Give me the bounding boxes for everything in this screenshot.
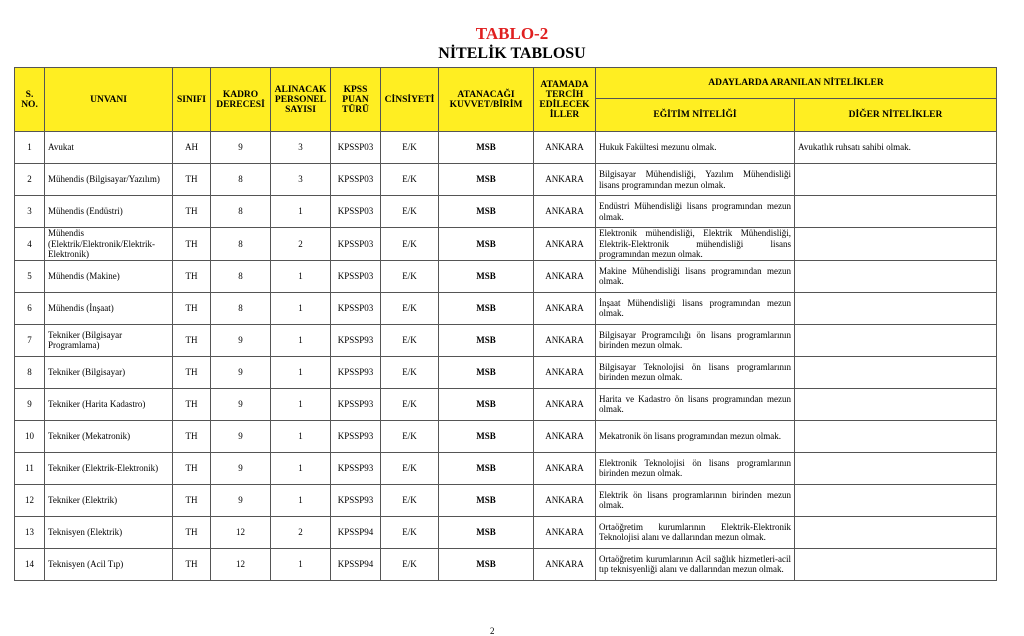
- row-egitim: Endüstri Mühendisliği lisans programından mezun olmak.: [596, 196, 795, 228]
- row-diger: [795, 164, 997, 196]
- row-kadro: 8: [211, 164, 271, 196]
- row-sayi: 3: [271, 132, 331, 164]
- row-number: 8: [15, 356, 45, 388]
- row-unvan: Avukat: [45, 132, 173, 164]
- row-unvan: Teknisyen (Elektrik): [45, 516, 173, 548]
- row-unvan: Teknisyen (Acil Tıp): [45, 548, 173, 580]
- row-unvan: Mühendis (Bilgisayar/Yazılım): [45, 164, 173, 196]
- row-egitim: Harita ve Kadastro ön lisans programından mezun olmak.: [596, 388, 795, 420]
- row-number: 5: [15, 260, 45, 292]
- row-sayi: 2: [271, 516, 331, 548]
- table-title: TABLO-2: [475, 24, 549, 43]
- row-kadro: 9: [211, 420, 271, 452]
- row-sinif: AH: [173, 132, 211, 164]
- table-row: [15, 292, 997, 324]
- row-sinif: TH: [173, 292, 211, 324]
- table-row: [15, 516, 997, 548]
- row-il: ANKARA: [534, 292, 596, 324]
- row-unvan: Tekniker (Bilgisayar Programlama): [45, 324, 173, 356]
- row-birim: MSB: [439, 196, 534, 228]
- row-sinif: TH: [173, 516, 211, 548]
- row-diger: [795, 420, 997, 452]
- row-sinif: TH: [173, 324, 211, 356]
- table-row: [15, 356, 997, 388]
- row-birim: MSB: [439, 452, 534, 484]
- header-kpss: KPSS PUAN TÜRÜ: [331, 68, 381, 132]
- row-number: 6: [15, 292, 45, 324]
- row-sinif: TH: [173, 356, 211, 388]
- table-row: [15, 164, 997, 196]
- row-birim: MSB: [439, 484, 534, 516]
- row-cinsiyet: E/K: [381, 452, 439, 484]
- row-kadro: 9: [211, 484, 271, 516]
- row-il: ANKARA: [534, 548, 596, 580]
- header-atanacagi: ATANACAĞI KUVVET/BİRİM: [439, 68, 534, 132]
- row-il: ANKARA: [534, 324, 596, 356]
- qualification-table: [14, 67, 997, 581]
- row-sayi: 1: [271, 388, 331, 420]
- row-diger: [795, 452, 997, 484]
- row-birim: MSB: [439, 548, 534, 580]
- row-egitim: Elektrik ön lisans programlarının birinden mezun olmak.: [596, 484, 795, 516]
- row-egitim: Makine Mühendisliği lisans programından mezun olmak.: [596, 260, 795, 292]
- row-cinsiyet: E/K: [381, 484, 439, 516]
- row-unvan: Tekniker (Mekatronik): [45, 420, 173, 452]
- row-cinsiyet: E/K: [381, 420, 439, 452]
- row-cinsiyet: E/K: [381, 388, 439, 420]
- row-kadro: 12: [211, 516, 271, 548]
- row-il: ANKARA: [534, 196, 596, 228]
- row-sayi: 1: [271, 484, 331, 516]
- row-il: ANKARA: [534, 260, 596, 292]
- row-sayi: 1: [271, 260, 331, 292]
- row-il: ANKARA: [534, 228, 596, 261]
- row-sayi: 1: [271, 356, 331, 388]
- row-egitim: Elektronik Teknolojisi ön lisans programlarının birinden mezun olmak.: [596, 452, 795, 484]
- row-diger: [795, 484, 997, 516]
- row-kadro: 8: [211, 292, 271, 324]
- header-sno: S. NO.: [15, 68, 45, 132]
- row-number: 1: [15, 132, 45, 164]
- row-birim: MSB: [439, 516, 534, 548]
- row-kpss: KPSSP93: [331, 388, 381, 420]
- row-sayi: 1: [271, 420, 331, 452]
- row-il: ANKARA: [534, 132, 596, 164]
- row-unvan: Tekniker (Harita Kadastro): [45, 388, 173, 420]
- row-sinif: TH: [173, 388, 211, 420]
- table-row: [15, 228, 997, 261]
- row-number: 12: [15, 484, 45, 516]
- row-cinsiyet: E/K: [381, 196, 439, 228]
- row-unvan: Mühendis (İnşaat): [45, 292, 173, 324]
- row-unvan: Tekniker (Elektrik-Elektronik): [45, 452, 173, 484]
- row-diger: [795, 292, 997, 324]
- row-sayi: 1: [271, 452, 331, 484]
- row-number: 9: [15, 388, 45, 420]
- row-kpss: KPSSP03: [331, 164, 381, 196]
- row-kadro: 8: [211, 228, 271, 261]
- row-birim: MSB: [439, 388, 534, 420]
- row-egitim: Hukuk Fakültesi mezunu olmak.: [596, 132, 795, 164]
- row-kadro: 8: [211, 260, 271, 292]
- row-egitim: Bilgisayar Teknolojisi ön lisans programlarının birinden mezun olmak.: [596, 356, 795, 388]
- row-kadro: 9: [211, 356, 271, 388]
- row-kadro: 12: [211, 548, 271, 580]
- row-sayi: 1: [271, 292, 331, 324]
- table-row: [15, 132, 997, 164]
- row-sinif: TH: [173, 260, 211, 292]
- row-sinif: TH: [173, 196, 211, 228]
- row-unvan: Tekniker (Bilgisayar): [45, 356, 173, 388]
- table-row: [15, 388, 997, 420]
- header-sinifi: SINIFI: [173, 68, 211, 132]
- row-egitim: Ortaöğretim kurumlarının Elektrik-Elektronik Teknolojisi alanı ve dallarından mezun olmak.: [596, 516, 795, 548]
- row-kpss: KPSSP03: [331, 228, 381, 261]
- row-egitim: Ortaöğretim kurumlarının Acil sağlık hizmetleri-acil tıp teknisyenliği alanı ve dallarından mezun olmak.: [596, 548, 795, 580]
- row-birim: MSB: [439, 228, 534, 261]
- row-unvan: Mühendis (Endüstri): [45, 196, 173, 228]
- row-sayi: 1: [271, 196, 331, 228]
- row-kadro: 9: [211, 132, 271, 164]
- row-birim: MSB: [439, 420, 534, 452]
- row-kpss: KPSSP03: [331, 260, 381, 292]
- row-diger: [795, 196, 997, 228]
- row-sinif: TH: [173, 228, 211, 261]
- row-sinif: TH: [173, 452, 211, 484]
- row-il: ANKARA: [534, 164, 596, 196]
- row-cinsiyet: E/K: [381, 132, 439, 164]
- row-diger: [795, 548, 997, 580]
- row-il: ANKARA: [534, 420, 596, 452]
- row-kadro: 9: [211, 324, 271, 356]
- row-il: ANKARA: [534, 356, 596, 388]
- table-row: [15, 420, 997, 452]
- row-number: 4: [15, 228, 45, 261]
- header-kadro: KADRO DERECESİ: [211, 68, 271, 132]
- row-sayi: 3: [271, 164, 331, 196]
- row-cinsiyet: E/K: [381, 516, 439, 548]
- row-cinsiyet: E/K: [381, 260, 439, 292]
- row-il: ANKARA: [534, 452, 596, 484]
- row-kpss: KPSSP03: [331, 132, 381, 164]
- row-sayi: 1: [271, 548, 331, 580]
- header-unvani: UNVANI: [45, 68, 173, 132]
- row-birim: MSB: [439, 260, 534, 292]
- table-row: [15, 324, 997, 356]
- row-birim: MSB: [439, 356, 534, 388]
- row-sayi: 2: [271, 228, 331, 261]
- header-diger: DİĞER NİTELİKLER: [795, 99, 997, 132]
- row-unvan: Tekniker (Elektrik): [45, 484, 173, 516]
- row-kpss: KPSSP93: [331, 484, 381, 516]
- row-kadro: 8: [211, 196, 271, 228]
- row-birim: MSB: [439, 132, 534, 164]
- row-number: 14: [15, 548, 45, 580]
- row-cinsiyet: E/K: [381, 164, 439, 196]
- header-egitim: EĞİTİM NİTELİĞİ: [596, 99, 795, 132]
- row-diger: [795, 260, 997, 292]
- row-egitim: Mekatronik ön lisans programından mezun olmak.: [596, 420, 795, 452]
- table-row: [15, 484, 997, 516]
- row-unvan: Mühendis (Elektrik/Elektronik/Elektrik-Elektronik): [45, 228, 173, 261]
- row-sayi: 1: [271, 324, 331, 356]
- row-il: ANKARA: [534, 484, 596, 516]
- row-unvan: Mühendis (Makine): [45, 260, 173, 292]
- row-il: ANKARA: [534, 516, 596, 548]
- row-sinif: TH: [173, 548, 211, 580]
- row-egitim: Elektronik mühendisliği, Elektrik Mühendisliği, Elektrik-Elektronik mühendisliği lisans programından mezun olmak.: [596, 228, 795, 261]
- row-kpss: KPSSP03: [331, 292, 381, 324]
- row-kpss: KPSSP93: [331, 420, 381, 452]
- header-nitelikler: ADAYLARDA ARANILAN NİTELİKLER: [596, 68, 997, 99]
- row-number: 3: [15, 196, 45, 228]
- row-diger: [795, 356, 997, 388]
- table-row: [15, 452, 997, 484]
- row-diger: [795, 388, 997, 420]
- table-row: [15, 196, 997, 228]
- row-sinif: TH: [173, 484, 211, 516]
- row-kpss: KPSSP94: [331, 548, 381, 580]
- row-number: 7: [15, 324, 45, 356]
- row-birim: MSB: [439, 292, 534, 324]
- header-cinsiyeti: CİNSİYETİ: [381, 68, 439, 132]
- row-cinsiyet: E/K: [381, 324, 439, 356]
- page-number: 2: [490, 626, 495, 636]
- row-egitim: Bilgisayar Mühendisliği, Yazılım Mühendisliği lisans programından mezun olmak.: [596, 164, 795, 196]
- row-kpss: KPSSP93: [331, 452, 381, 484]
- row-number: 10: [15, 420, 45, 452]
- row-egitim: İnşaat Mühendisliği lisans programından mezun olmak.: [596, 292, 795, 324]
- row-cinsiyet: E/K: [381, 292, 439, 324]
- row-kadro: 9: [211, 388, 271, 420]
- row-sinif: TH: [173, 420, 211, 452]
- row-kpss: KPSSP94: [331, 516, 381, 548]
- row-diger: [795, 516, 997, 548]
- row-kpss: KPSSP93: [331, 324, 381, 356]
- row-number: 13: [15, 516, 45, 548]
- row-cinsiyet: E/K: [381, 356, 439, 388]
- row-diger: Avukatlık ruhsatı sahibi olmak.: [795, 132, 997, 164]
- header-atamada: ATAMADA TERCİH EDİLECEK İLLER: [534, 68, 596, 132]
- row-sinif: TH: [173, 164, 211, 196]
- table-row: [15, 548, 997, 580]
- row-cinsiyet: E/K: [381, 548, 439, 580]
- row-number: 2: [15, 164, 45, 196]
- row-kpss: KPSSP93: [331, 356, 381, 388]
- row-egitim: Bilgisayar Programcılığı ön lisans programlarının birinden mezun olmak.: [596, 324, 795, 356]
- row-il: ANKARA: [534, 388, 596, 420]
- row-diger: [795, 228, 997, 261]
- row-kpss: KPSSP03: [331, 196, 381, 228]
- header-alinacak: ALINACAK PERSONEL SAYISI: [271, 68, 331, 132]
- row-kadro: 9: [211, 452, 271, 484]
- row-number: 11: [15, 452, 45, 484]
- table-subtitle: NİTELİK TABLOSU: [438, 45, 586, 62]
- row-cinsiyet: E/K: [381, 228, 439, 261]
- row-diger: [795, 324, 997, 356]
- row-birim: MSB: [439, 324, 534, 356]
- row-birim: MSB: [439, 164, 534, 196]
- table-row: [15, 260, 997, 292]
